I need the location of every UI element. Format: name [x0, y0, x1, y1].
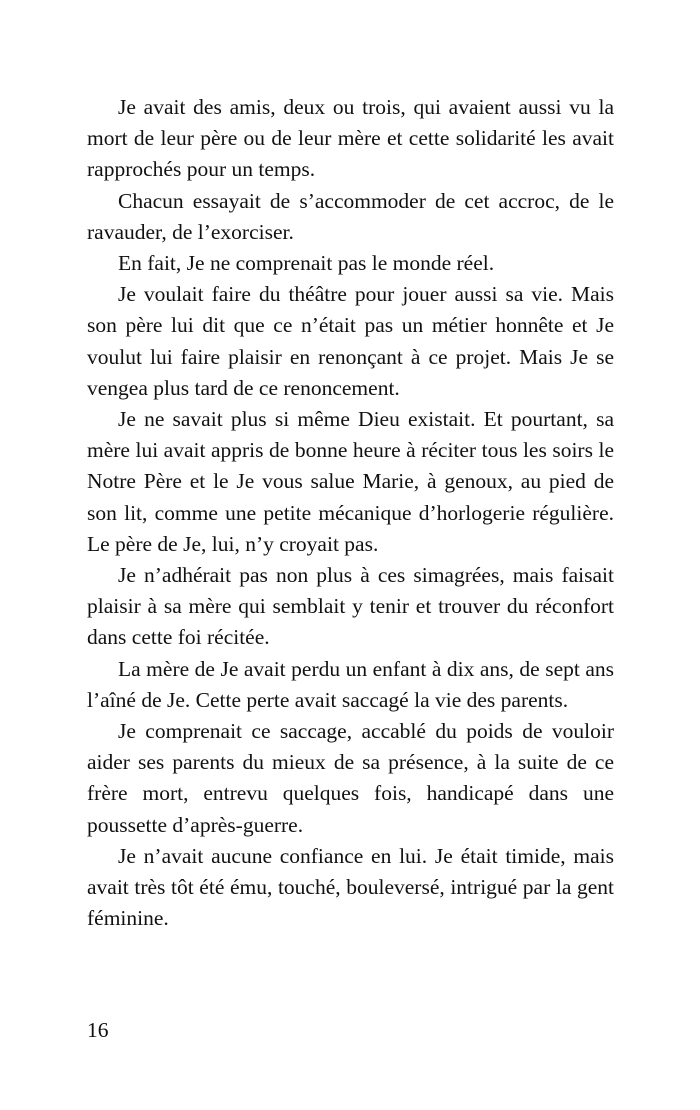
paragraph-7: La mère de Je avait perdu un enfant à dix ans, de sept ans l’aîné de Je. Cette perte avait saccagé la vie des parents. [87, 656, 614, 712]
paragraph-2: Chacun essayait de s’accommoder de cet accroc, de le ravauder, de l’exorciser. [87, 188, 614, 244]
text-body [87, 92, 614, 934]
page-number: 16 [87, 1018, 109, 1042]
paragraph-5: Je ne savait plus si même Dieu existait. Et pourtant, sa mère lui avait appris de bonne heure à réciter tous les soirs le Notre Père et le Je vous salue Marie, à genoux, au pied de son lit, comme une petite mécanique d’horlogerie régulière. Le père de Je, lui, n’y croyait pas. [87, 407, 614, 556]
paragraph-4: Je voulait faire du théâtre pour jouer aussi sa vie. Mais son père lui dit que ce n’était pas un métier honnête et Je voulut lui faire plaisir en renonçant à ce projet. Mais Je se vengea plus tard de ce renoncement. [87, 282, 614, 400]
paragraph-3: En fait, Je ne comprenait pas le monde réel. [118, 251, 495, 276]
paragraph-9: Je n’avait aucune confiance en lui. Je était timide, mais avait très tôt été ému, touché, bouleversé, intrigué par la gent féminine. [87, 843, 614, 931]
paragraph-1: Je avait des amis, deux ou trois, qui avaient aussi vu la mort de leur père ou de leur mère et cette solidarité les avait rapprochés pour un temps. [87, 95, 614, 182]
paragraph-6: Je n’adhérait pas non plus à ces simagrées, mais faisait plaisir à sa mère qui semblait y tenir et trouver du réconfort dans cette foi récitée. [87, 563, 614, 650]
paragraph-8: Je comprenait ce saccage, accablé du poids de vouloir aider ses parents du mieux de sa présence, à la suite de ce frère mort, entrevu quelques fois, handicapé dans une poussette d’après-guerre. [87, 719, 614, 837]
